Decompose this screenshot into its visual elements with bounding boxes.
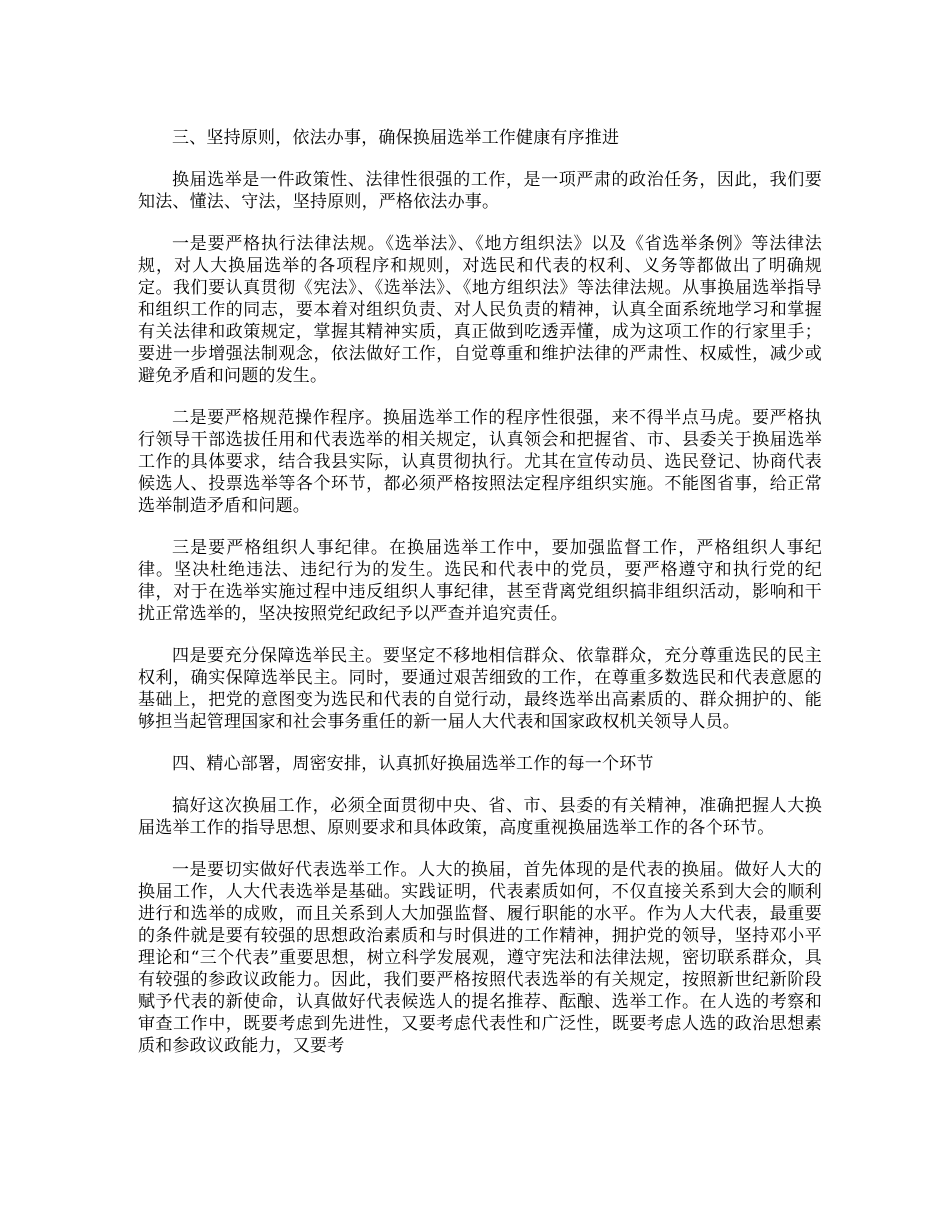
- paragraph-democracy: 四是要充分保障选举民主。要坚定不移地相信群众、依靠群众，充分尊重选民的民主权利，确实保障选举民主。同时，要通过艰苦细致的工作，在尊重多数选民和代表意愿的基础上，把党的意图变为选民和代表的自觉行动，最终选举出高素质的、群众拥护的、能够担当起管理国家和社会事务重任的新一届人大代表和国家政权机关领导人员。: [138, 646, 822, 732]
- paragraph-deputy-election: 一是要切实做好代表选举工作。人大的换届，首先体现的是代表的换届。做好人大的换届工作，人大代表选举是基础。实践证明，代表素质如何，不仅直接关系到大会的顺利进行和选举的成败，而且关系到人大加强监督、履行职能的水平。作为人大代表，最重要的条件就是要有较强的思想政治素质和与时俱进的工作精神，拥护党的领导，坚持邓小平理论和“三个代表”重要思想，树立科学发展观，遵守宪法和法律法规，密切联系群众，具有较强的参政议政能力。因此，我们要严格按照代表选举的有关规定，按照新世纪新阶段赋予代表的新使命，认真做好代表候选人的提名推荐、酝酿、选举工作。在人选的考察和审查工作中，既要考虑到先进性，又要考虑代表性和广泛性，既要考虑人选的政治思想素质和参政议政能力，又要考: [138, 860, 822, 1056]
- section-heading-4: 四、精心部署，周密安排，认真抓好换届选举工作的每一个环节: [172, 754, 654, 774]
- paragraph-discipline: 三是要严格组织人事纪律。在换届选举工作中，要加强监督工作，严格组织人事纪律。坚决杜绝违法、违纪行为的发生。选民和代表中的党员，要严格遵守和执行党的纪律，对于在选举实施过程中违反组织人事纪律，甚至背离党组织搞非组织活动，影响和干扰正常选举的，坚决按照党纪政纪予以严查并追究责任。: [138, 538, 822, 624]
- paragraph-intro-4: 搞好这次换届工作，必须全面贯彻中央、省、市、县委的有关精神，准确把握人大换届选举工作的指导思想、原则要求和具体政策，高度重视换届选举工作的各个环节。: [138, 796, 822, 838]
- section-heading-3: 三、坚持原则，依法办事，确保换届选举工作健康有序推进: [172, 128, 620, 148]
- paragraph-intro-3: 换届选举是一件政策性、法律性很强的工作，是一项严肃的政治任务，因此，我们要知法、懂法、守法，坚持原则，严格依法办事。: [138, 170, 822, 212]
- paragraph-law-compliance: 一是要严格执行法律法规。《选举法》、《地方组织法》以及《省选举条例》等法律法规，对人大换届选举的各项程序和规则，对选民和代表的权利、义务等都做出了明确规定。我们要认真贯彻《宪法》、《选举法》、《地方组织法》等法律法规。从事换届选举指导和组织工作的同志，要本着对组织负责、对人民负责的精神，认真全面系统地学习和掌握有关法律和政策规定，掌握其精神实质，真正做到吃透弄懂，成为这项工作的行家里手；要进一步增强法制观念，依法做好工作，自觉尊重和维护法律的严肃性、权威性，减少或避免矛盾和问题的发生。: [138, 234, 822, 386]
- paragraph-procedure: 二是要严格规范操作程序。换届选举工作的程序性很强，来不得半点马虎。要严格执行领导干部选拔任用和代表选举的相关规定，认真领会和把握省、市、县委关于换届选举工作的具体要求，结合我县实际，认真贯彻执行。尤其在宣传动员、选民登记、协商代表候选人、投票选举等各个环节，都必须严格按照法定程序组织实施。不能图省事，给正常选举制造矛盾和问题。: [138, 408, 822, 516]
- document-body: [138, 127, 822, 1057]
